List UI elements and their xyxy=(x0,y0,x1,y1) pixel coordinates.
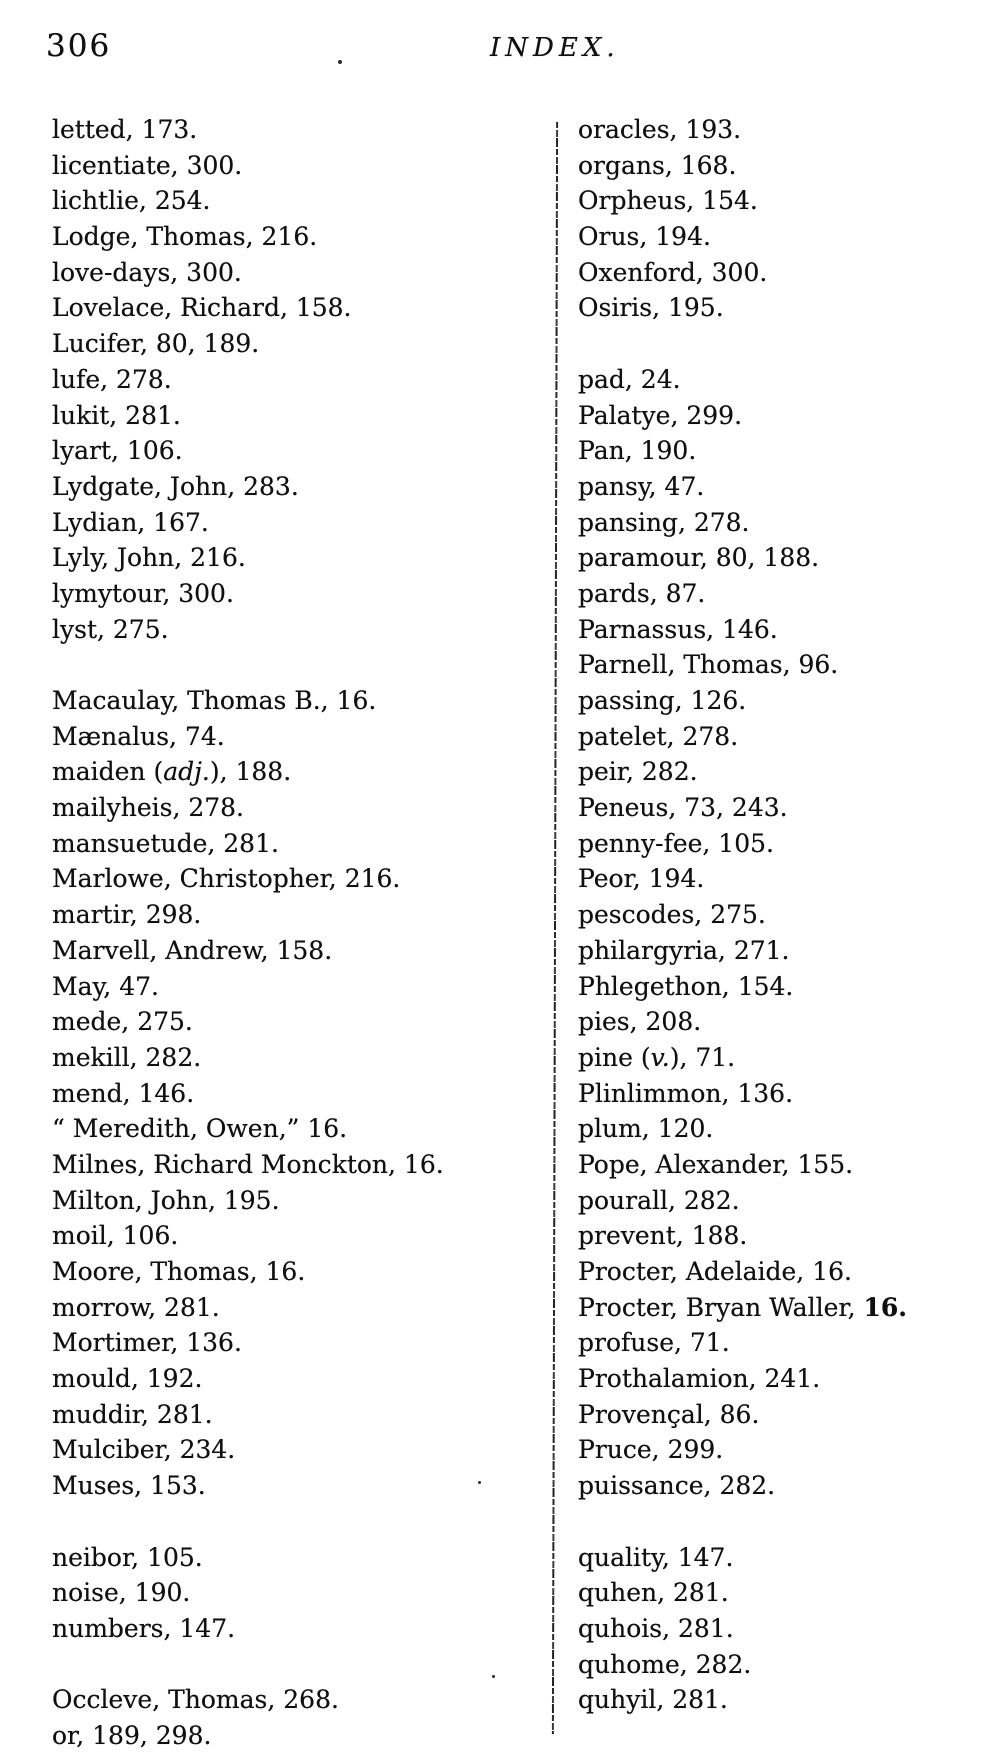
index-entry: Moore, Thomas, 16. xyxy=(52,1257,306,1286)
index-entry: noise, 190. xyxy=(52,1578,191,1608)
index-entry-segment: Procter, Bryan Waller, xyxy=(578,1292,864,1322)
index-entry: mansuetude, 281. xyxy=(52,828,279,858)
index-entry: May, 47. xyxy=(52,971,159,1001)
index-entry: “ Meredith, Owen,” 16. xyxy=(52,1114,348,1144)
index-entry: Lucifer, 80, 189. xyxy=(52,329,260,359)
index-entry: Marvell, Andrew, 158. xyxy=(52,935,333,965)
blank-row xyxy=(578,326,978,362)
blank-row xyxy=(52,1504,532,1540)
index-entry: mailyheis, 278. xyxy=(52,793,245,823)
index-entry: quhome, 282. xyxy=(578,1649,752,1679)
index-entry: Plinlimmon, 136. xyxy=(578,1078,794,1108)
index-entry: quhois, 281. xyxy=(578,1613,734,1643)
index-entry: peir, 282. xyxy=(578,757,698,787)
blank-row xyxy=(52,1647,532,1683)
index-entry-segment: maiden ( xyxy=(52,757,164,787)
index-entry: morrow, 281. xyxy=(52,1292,220,1322)
index-entry-segment: adj. xyxy=(163,757,210,787)
index-entry: profuse, 71. xyxy=(578,1328,730,1358)
index-entry: lukit, 281. xyxy=(52,400,181,430)
column-divider-rule xyxy=(552,122,558,1734)
index-entry: philargyria, 271. xyxy=(578,935,790,965)
index-entry: passing, 126. xyxy=(578,686,747,715)
index-entry: Orus, 194. xyxy=(578,222,711,252)
index-entry: lymytour, 300. xyxy=(52,578,234,608)
index-entry: prevent, 188. xyxy=(578,1221,748,1251)
index-entry: Marlowe, Christopher, 216. xyxy=(52,864,401,894)
index-entry: Lovelace, Richard, 158. xyxy=(52,293,352,323)
index-entry: letted, 173. xyxy=(52,115,198,144)
index-column-right xyxy=(578,112,978,1718)
index-entry xyxy=(578,1290,978,1326)
index-entry: Lyly, John, 216. xyxy=(52,543,246,573)
index-entry-segment: 16. xyxy=(863,1292,907,1322)
index-entry: Parnassus, 146. xyxy=(578,614,778,644)
index-entry: Pan, 190. xyxy=(578,436,697,466)
index-entry: Pope, Alexander, 155. xyxy=(578,1149,854,1179)
index-entry: Lydgate, John, 283. xyxy=(52,471,299,501)
index-entry: mould, 192. xyxy=(52,1364,203,1394)
index-entry: lichtlie, 254. xyxy=(52,186,211,216)
scan-speck xyxy=(338,60,342,64)
blank-row xyxy=(578,1504,978,1540)
index-entry: Mortimer, 136. xyxy=(52,1328,242,1358)
index-entry: lyart, 106. xyxy=(52,436,183,466)
page-number: 306 xyxy=(46,28,112,64)
index-entry: pescodes, 275. xyxy=(578,900,766,930)
index-entry: Peneus, 73, 243. xyxy=(578,793,788,823)
index-entry: Peor, 194. xyxy=(578,864,705,894)
index-entry: pies, 208. xyxy=(578,1007,702,1037)
index-entry: Lydian, 167. xyxy=(52,507,209,537)
index-entry: or, 189, 298. xyxy=(52,1720,212,1750)
index-entry: Orpheus, 154. xyxy=(578,186,758,216)
index-entry: quality, 147. xyxy=(578,1542,734,1572)
index-entry: Mænalus, 74. xyxy=(52,721,225,751)
index-entry: quhyil, 281. xyxy=(578,1685,728,1715)
index-entry: Occleve, Thomas, 268. xyxy=(52,1685,339,1715)
index-entry: Muses, 153. xyxy=(52,1471,206,1501)
index-entry: pards, 87. xyxy=(578,578,706,608)
index-entry: mede, 275. xyxy=(52,1007,193,1037)
index-entry: Palatye, 299. xyxy=(578,400,743,430)
index-entry: Parnell, Thomas, 96. xyxy=(578,650,839,680)
index-entry xyxy=(578,1040,978,1076)
index-entry: Osiris, 195. xyxy=(578,293,724,323)
index-entry: plum, 120. xyxy=(578,1114,714,1144)
index-entry: Mulciber, 234. xyxy=(52,1435,236,1465)
index-entry-segment: pine ( xyxy=(578,1042,651,1072)
index-entry-segment: ), 188. xyxy=(209,757,292,787)
index-entry: mekill, 282. xyxy=(52,1042,202,1072)
index-entry: love-days, 300. xyxy=(52,257,242,287)
index-entry: neibor, 105. xyxy=(52,1542,203,1572)
index-entry: muddir, 281. xyxy=(52,1399,213,1429)
page-title: INDEX. xyxy=(490,33,620,63)
index-entry: puissance, 282. xyxy=(578,1471,776,1501)
index-entry xyxy=(52,754,532,790)
index-entry: Procter, Adelaide, 16. xyxy=(578,1257,852,1286)
index-entry: martir, 298. xyxy=(52,900,202,930)
index-entry: Provençal, 86. xyxy=(578,1399,760,1429)
index-entry: Oxenford, 300. xyxy=(578,257,768,287)
index-entry: oracles, 193. xyxy=(578,115,742,144)
index-entry: quhen, 281. xyxy=(578,1578,729,1608)
index-entry-segment: ), 71. xyxy=(669,1042,736,1072)
index-entry: lufe, 278. xyxy=(52,364,172,394)
index-entry: Lodge, Thomas, 216. xyxy=(52,222,318,252)
index-entry: lyst, 275. xyxy=(52,614,169,644)
index-entry: Pruce, 299. xyxy=(578,1435,724,1465)
index-entry: licentiate, 300. xyxy=(52,150,243,180)
index-entry: Milnes, Richard Monckton, 16. xyxy=(52,1149,444,1179)
blank-row xyxy=(52,647,532,683)
index-entry: pourall, 282. xyxy=(578,1185,740,1215)
index-entry: Phlegethon, 154. xyxy=(578,971,794,1001)
index-entry: numbers, 147. xyxy=(52,1613,236,1643)
index-entry: Milton, John, 195. xyxy=(52,1185,280,1215)
index-entry: penny-fee, 105. xyxy=(578,828,774,858)
index-entry: pansy, 47. xyxy=(578,471,705,501)
index-entry: Macaulay, Thomas B., 16. xyxy=(52,686,377,715)
index-column-left xyxy=(52,112,532,1754)
index-entry: pad, 24. xyxy=(578,364,681,394)
index-entry: paramour, 80, 188. xyxy=(578,543,820,573)
index-entry-segment: v. xyxy=(650,1042,670,1072)
index-entry: Prothalamion, 241. xyxy=(578,1364,821,1394)
index-entry: moil, 106. xyxy=(52,1221,179,1251)
index-entry: pansing, 278. xyxy=(578,507,750,537)
index-entry: mend, 146. xyxy=(52,1078,195,1108)
index-entry: patelet, 278. xyxy=(578,721,739,751)
index-entry: organs, 168. xyxy=(578,150,737,180)
